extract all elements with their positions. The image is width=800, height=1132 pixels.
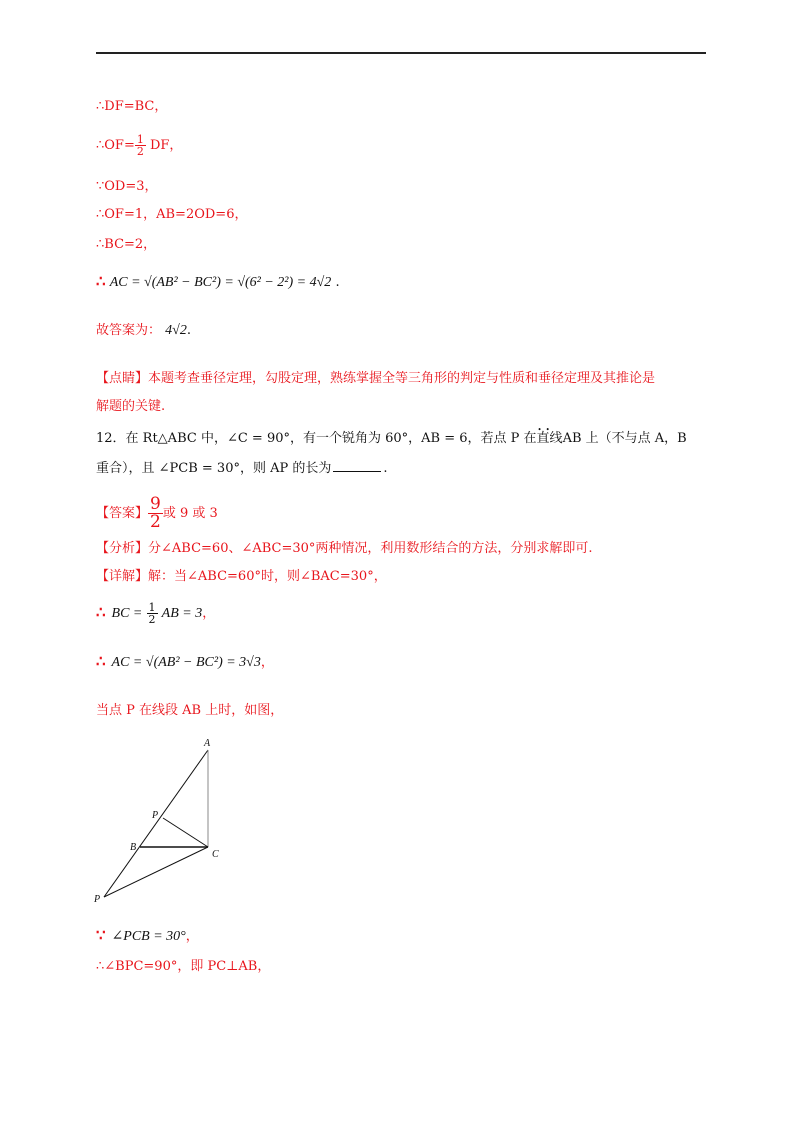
answer-line: 【答案】 $\frac{9}{2}$ 或 9 或 3 (96, 494, 218, 532)
detail-line: 【详解】解：当∠ABC=60°时，则∠BAC=30°， (96, 569, 387, 584)
answer-value: 4√2 (165, 323, 187, 338)
line-of-ab: ∴OF=1，AB=2OD=6， (96, 207, 248, 222)
answer-blank (333, 471, 381, 472)
fraction-nine-halves: $\frac{9}{2}$ (150, 494, 161, 532)
line-bc-half-ab: ∴ BC = $\frac{1}{2}$ AB = 3， (96, 601, 216, 626)
question-12-line-2: 重合），且 ∠PCB = 30°，则 AP 的长为 . (96, 461, 388, 476)
header-rule (96, 52, 706, 54)
fraction-half-ab: $\frac{1}{2}$ (148, 601, 156, 626)
line-because-pcb: ∵ ∠PCB = 30°， (96, 926, 199, 944)
line-upperp-c (163, 818, 208, 847)
label-a: A (204, 738, 211, 749)
analysis-line: 【分析】分∠ABC=60、∠ABC=30°两种情况，利用数形结合的方法，分别求解即可. (96, 541, 593, 556)
line-a-lowerp (104, 750, 208, 897)
label-p-lower: P (94, 894, 101, 905)
line-ac-3root3: ∴ AC = √(AB² − BC²) = 3√3， (96, 652, 274, 670)
label-p-upper: P (152, 810, 159, 821)
comment-tag: 【点睛】 (96, 371, 149, 386)
line-lowerp-c (104, 847, 208, 897)
line-bc-2: ∴BC=2， (96, 237, 157, 252)
label-c: C (212, 849, 219, 860)
line-of-half-df: ∴OF= $\frac{1}{2}$ DF， (96, 133, 183, 158)
line-od-3: ∵OD=3， (96, 179, 158, 194)
line-answer-is: 故答案为： 4√2. (96, 323, 191, 338)
line-case-segment: 当点 P 在线段 AB 上时，如图， (96, 703, 284, 718)
line-bpc-90: ∴∠BPC=90°，即 PC⊥AB， (96, 959, 271, 974)
question-12-line-1: 12．在 Rt△ABC 中，∠C = 90°，有一个锐角为 60°，AB = 6，若点 P 在•• 直线AB 上（不与点 A，B (96, 430, 687, 448)
geometry-figure (90, 730, 240, 910)
detail-tag: 【详解】 (96, 569, 149, 584)
emphasized-word: •• 直线 (537, 430, 563, 448)
line-comment-2: 解题的关键. (96, 399, 166, 414)
fraction-half: $\frac{1}{2}$ (136, 133, 144, 158)
line-df-bc: ∴DF=BC， (96, 99, 168, 114)
analysis-tag: 【分析】 (96, 541, 149, 556)
line-ac-formula: ∴ AC = √(AB² − BC²) = √(6² − 2²) = 4√2 . (96, 272, 340, 290)
answer-tag: 【答案】 (96, 506, 149, 521)
formula-ac-4root2: AC = √(AB² − BC²) = √(6² − 2²) = 4√2 (109, 275, 332, 290)
line-comment-1: 【点睛】本题考查垂径定理，勾股定理，熟练掌握全等三角形的判定与性质和垂径定理及其推论是 (96, 371, 656, 386)
label-b: B (130, 842, 137, 853)
